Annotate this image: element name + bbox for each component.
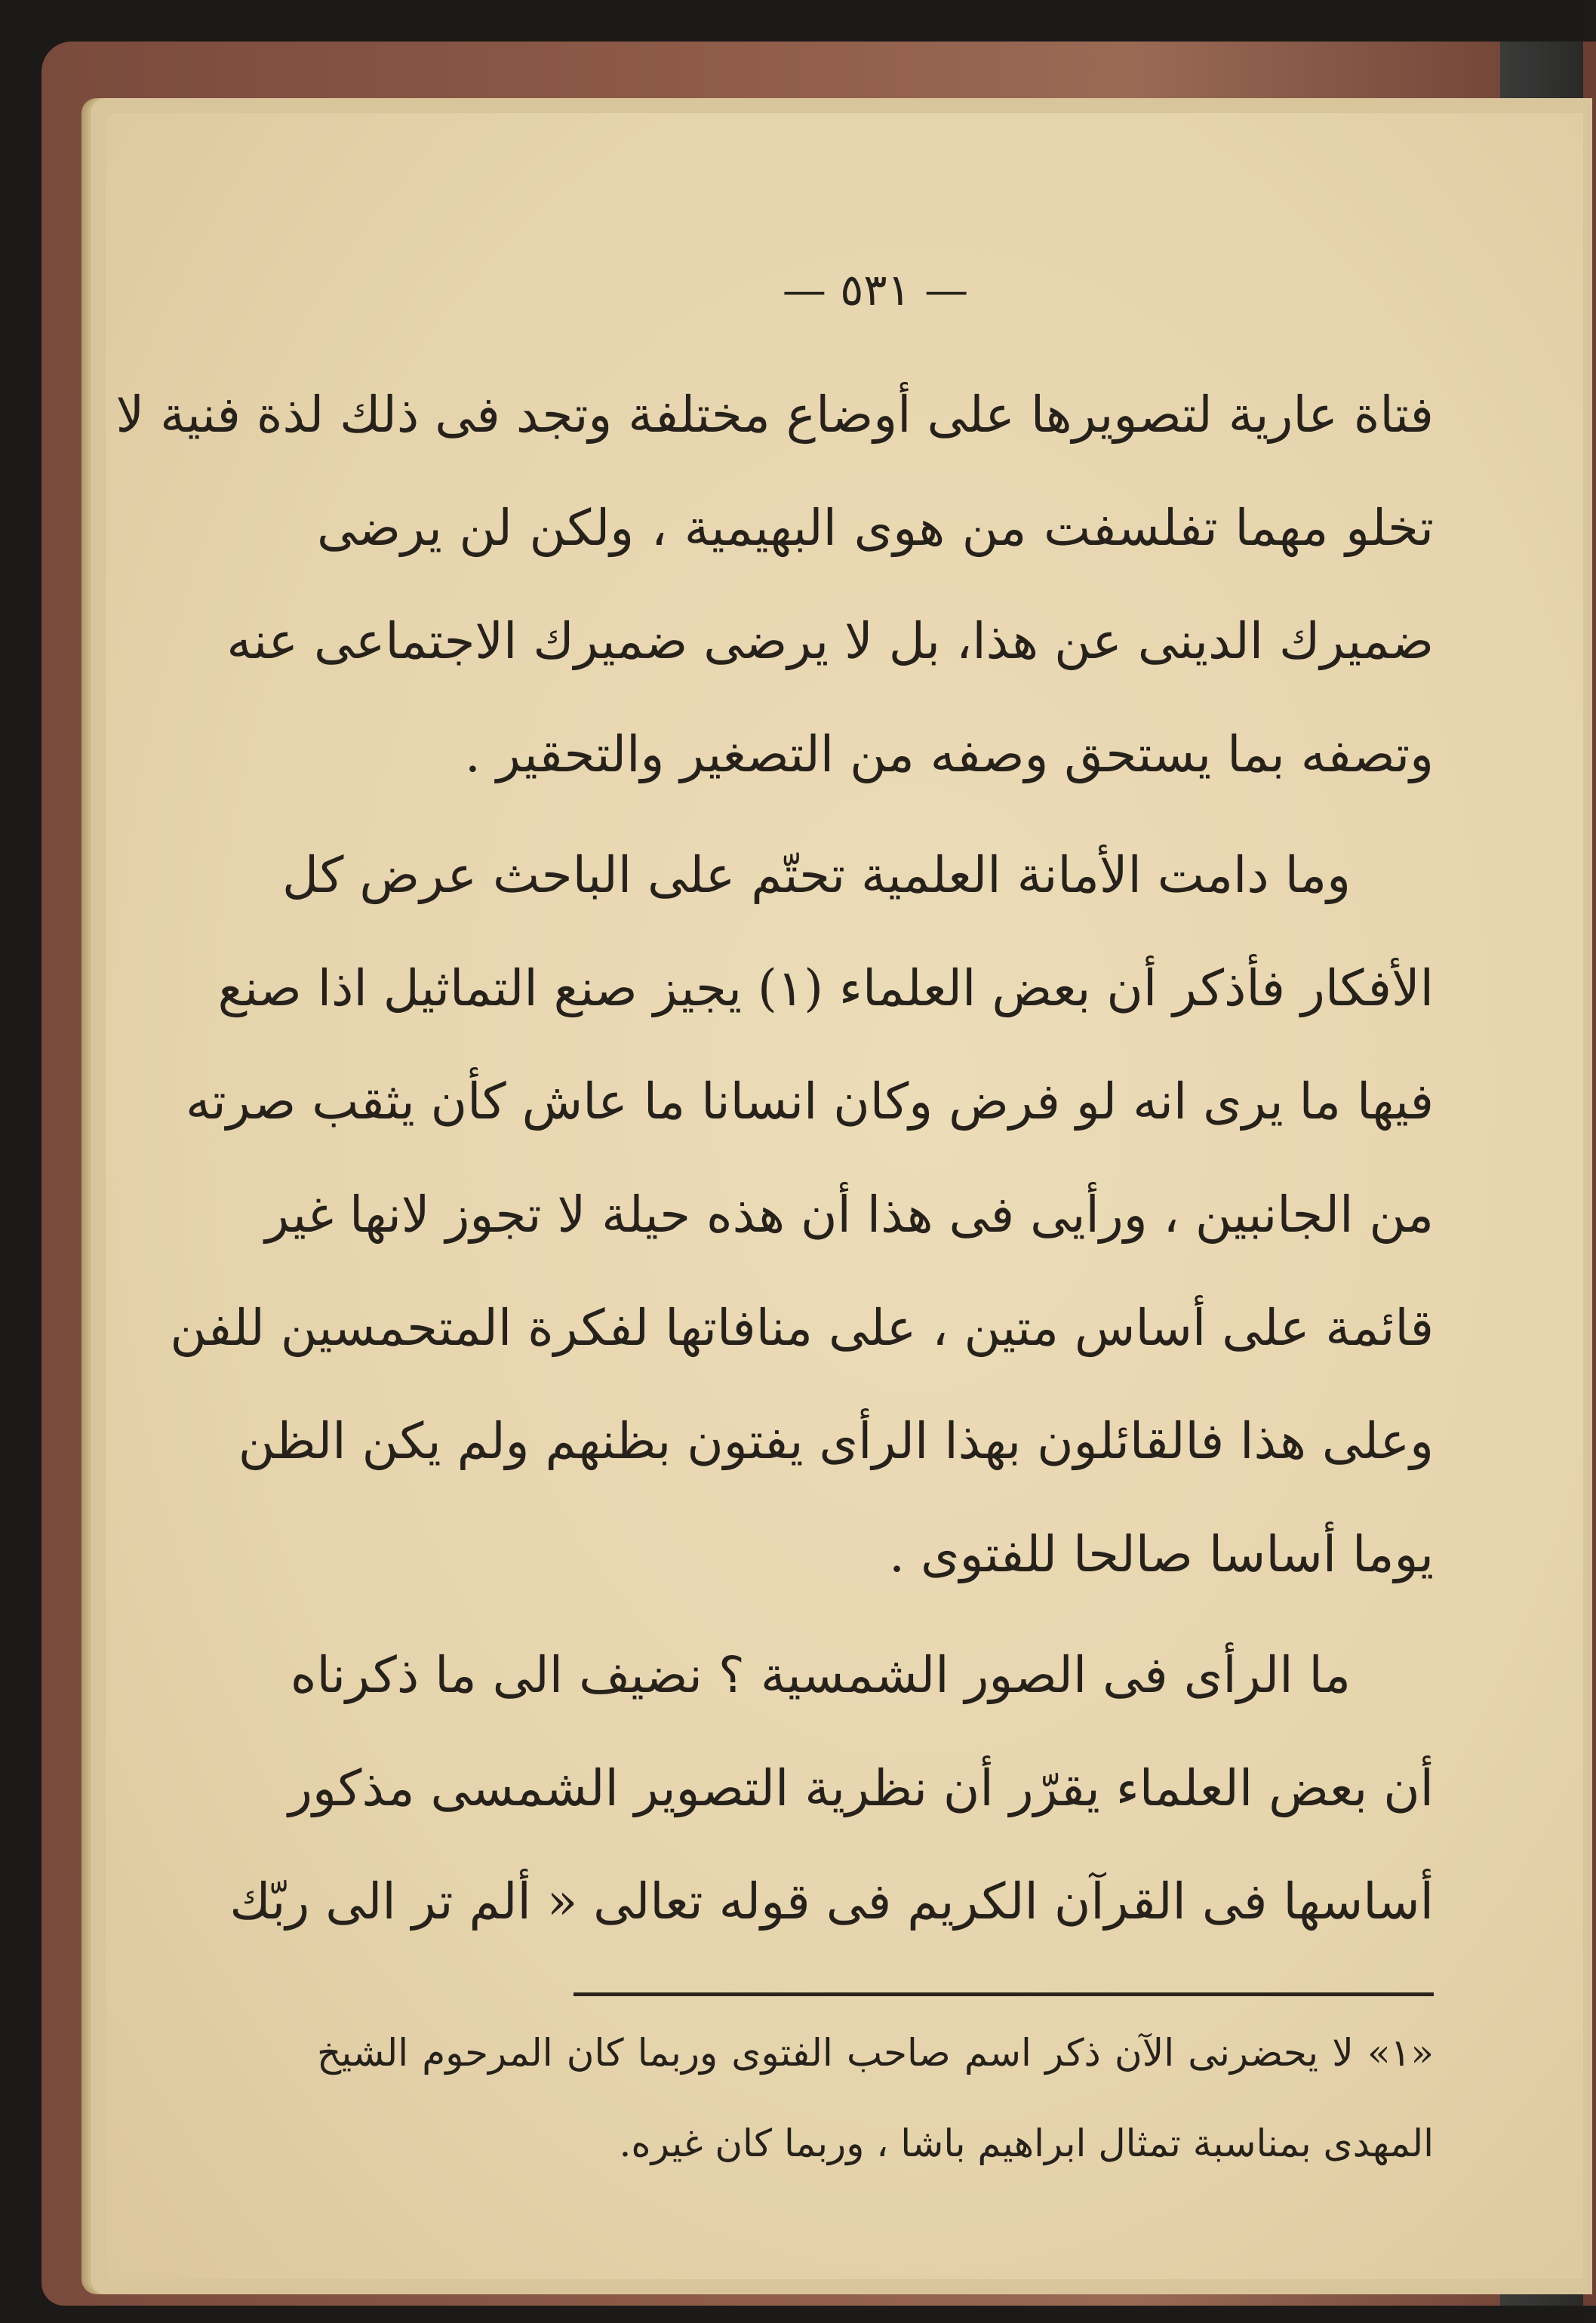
text-line: أساسها فى القرآن الكريم فى قوله تعالى « ألم تر الى ربّك [229,1872,1434,1931]
text-line: ما الرأى فى الصور الشمسية ؟ نضيف الى ما ذكرناه [290,1646,1351,1704]
footnote-line: «١» لا يحضرنى الآن ذكر اسم صاحب الفتوى وربما كان المرحوم الشيخ [317,2031,1434,2075]
text-line: يوما أساسا صالحا للفتوى . [889,1525,1434,1583]
text-line: وما دامت الأمانة العلمية تحتّم على الباحث عرض كل [282,846,1351,904]
text-line: قائمة على أساس متين ، على منافاتها لفكرة المتحمسين للفن [170,1299,1434,1357]
text-line: من الجانبين ، ورأيى فى هذا أن هذه حيلة لا تجوز لانها غير [265,1186,1434,1244]
text-line: أن بعض العلماء يقرّر أن نظرية التصوير الشمسى مذكور [288,1759,1434,1817]
text-line: ضميرك الدينى عن هذا، بل لا يرضى ضميرك الاجتماعى عنه [226,612,1434,670]
text-line: فيها ما يرى انه لو فرض وكان انسانا ما عاش كأن يثقب صرته [186,1072,1434,1131]
footnote-divider [574,1992,1434,1996]
page-number: — ٥٣١ — [782,264,969,315]
text-line: تخلو مهما تفلسفت من هوى البهيمية ، ولكن لن يرضى [317,499,1434,557]
text-line: وتصفه بما يستحق وصفه من التصغير والتحقير . [464,725,1434,783]
text-line: فتاة عارية لتصويرها على أوضاع مختلفة وتجد فى ذلك لذة فنية لا [115,386,1434,444]
text-line: الأفكار فأذكر أن بعض العلماء (١) يجيز صنع التماثيل اذا صنع [217,959,1434,1017]
text-line: وعلى هذا فالقائلون بهذا الرأى يفتون بظنهم ولم يكن الظن [238,1412,1434,1470]
footnote-line: المهدى بمناسبة تمثال ابراهيم باشا ، وربما كان غيره. [619,2121,1434,2165]
